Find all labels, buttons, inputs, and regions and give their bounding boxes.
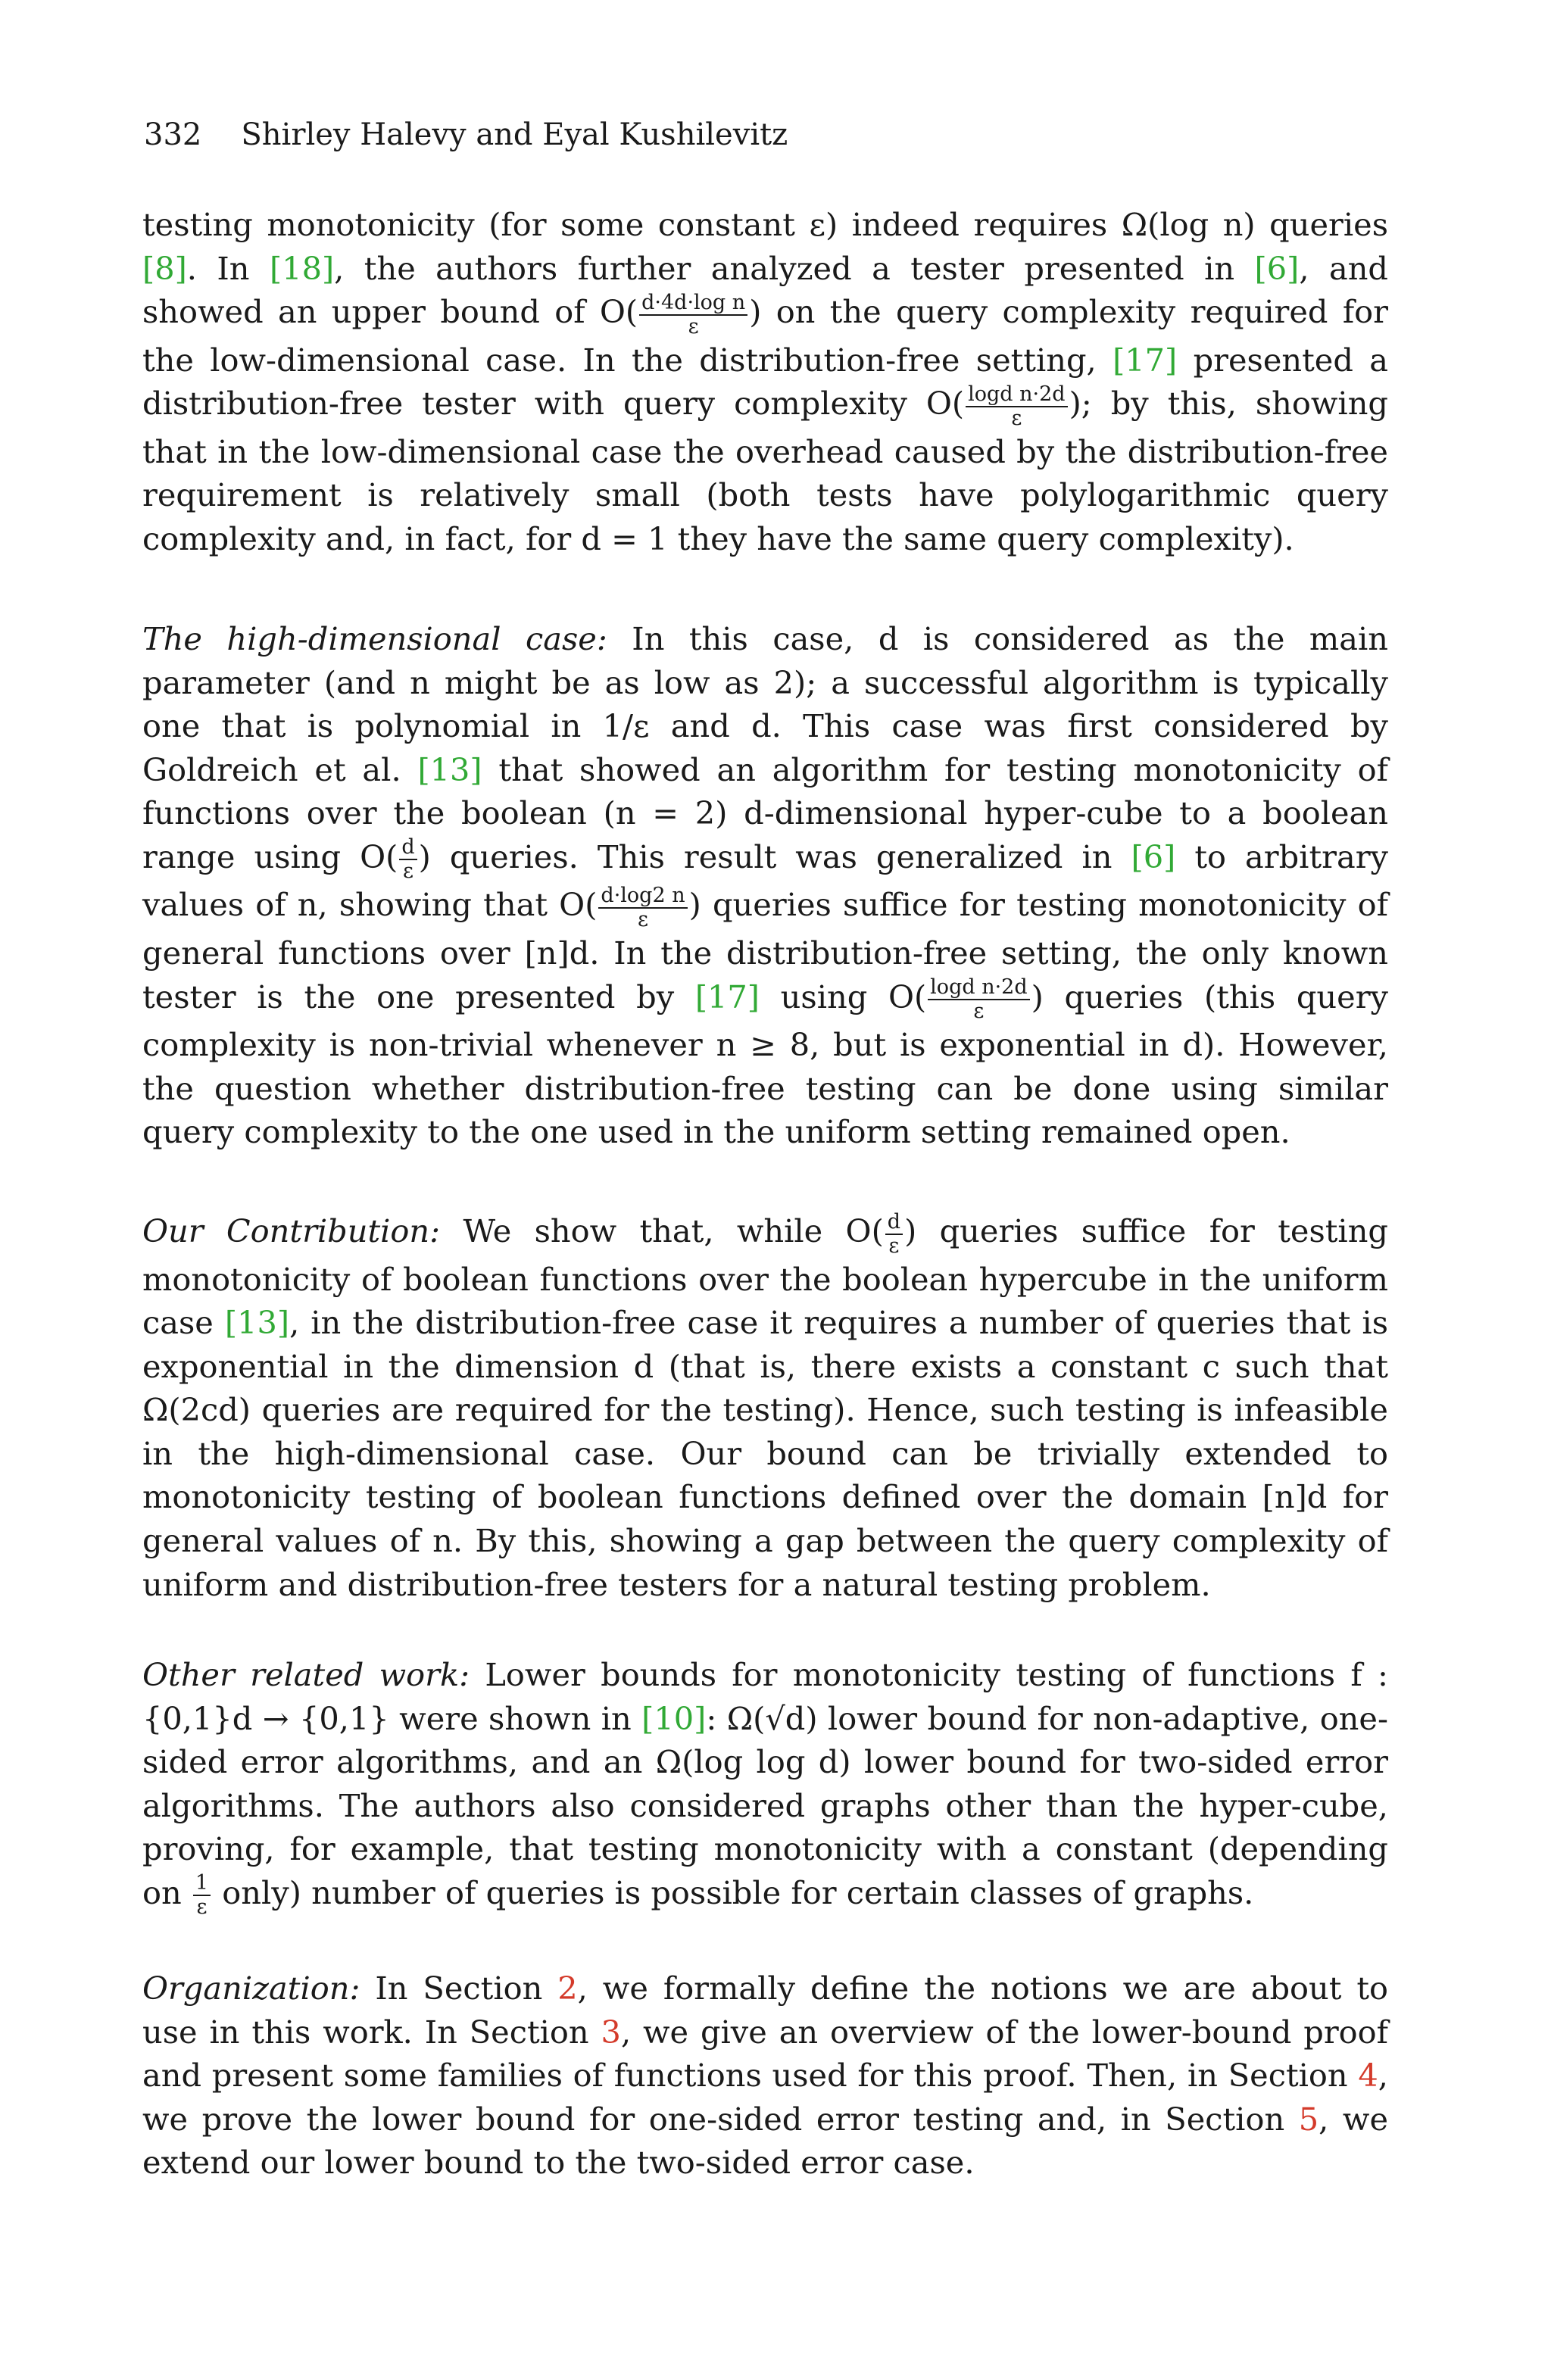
section-link[interactable]: 2	[557, 1970, 578, 2007]
paragraph-low-dimensional-continuation	[142, 203, 1388, 561]
fraction-denominator: ε	[1011, 406, 1022, 430]
fraction-numerator: 1	[193, 1872, 211, 1896]
text-run: ); by this, showing that in the low-dimensional case the overhead caused by the distribution-free requirement is relatively small (both tests have polylogarithmic query complexity and, in fact, for d = 1 they have the same query complexity).	[142, 385, 1388, 557]
fraction-denominator: ε	[402, 859, 413, 884]
paragraph-our-contribution	[142, 1209, 1388, 1606]
fraction-denominator: ε	[888, 1234, 900, 1258]
running-head-authors: Shirley Halevy and Eyal Kushilevitz	[241, 117, 788, 152]
run-in-heading: The high-dimensional case:	[142, 620, 607, 657]
text-run: In Section	[360, 1970, 558, 2007]
fraction	[966, 383, 1067, 430]
text-run: ) queries suffice for testing monotonicity of general functions over [n]d. In the distribution-free setting, the only known tester is the one presented by	[142, 886, 1389, 1015]
citation-link[interactable]: [10]	[641, 1699, 707, 1737]
section-link[interactable]: 3	[601, 2013, 621, 2051]
fraction-numerator: d	[885, 1211, 903, 1235]
page-number: 332	[144, 117, 202, 152]
fraction	[928, 976, 1029, 1023]
citation-link[interactable]: [6]	[1131, 838, 1176, 875]
citation-link[interactable]: [17]	[694, 978, 760, 1015]
fraction	[193, 1872, 211, 1919]
fraction-numerator: d·4d·log n	[639, 292, 747, 316]
text-run: , and showed an upper bound of O(	[142, 249, 1388, 331]
paragraph-high-dimensional-case	[142, 617, 1388, 1154]
citation-link[interactable]: [17]	[1113, 341, 1178, 379]
run-in-heading: Our Contribution:	[142, 1212, 441, 1249]
text-run: . In	[186, 249, 270, 287]
citation-link[interactable]: [18]	[269, 249, 335, 287]
fraction-numerator: logd n·2d	[966, 383, 1067, 407]
text-run: , the authors further analyzed a tester presented in	[334, 249, 1255, 287]
fraction-denominator: ε	[638, 907, 648, 931]
text-run: We show that, while O(	[440, 1212, 884, 1249]
fraction-numerator: d·log2 n	[598, 884, 687, 909]
text-run: that showed an algorithm for testing monotonicity of functions over the boolean (n = 2) d-dimensional hyper-cube to a boolean range using O(	[142, 750, 1388, 875]
citation-link[interactable]: [6]	[1254, 249, 1300, 287]
citation-link[interactable]: [13]	[417, 750, 482, 788]
run-in-heading: Other related work:	[142, 1656, 470, 1693]
text-run: , in the distribution-free case it requires a number of queries that is exponential in the dimension d (that is, there exists a constant c such that Ω(2cd) queries are required for the testing). Hence, such testing is infeasible in the high-dimensional case. Our bound can be trivially extended to monotonicity testing of boolean functions defined over the domain [n]d for general values of n. By this, showing a gap between the query complexity of uniform and distribution-free testers for a natural testing problem.	[142, 1304, 1388, 1603]
fraction-numerator: d	[399, 836, 417, 860]
text-run: to arbitrary values of n, showing that O(	[142, 838, 1388, 924]
paragraph-organization	[142, 1967, 1388, 2185]
text-run: ) queries (this query complexity is non-trivial whenever n ≥ 8, but is exponential in d). However, the question whether distribution-free testing can be done using similar query complexity to the one used in the uniform setting remained open.	[142, 978, 1388, 1151]
text-run: , we give an overview of the lower-bound proof and present some families of functions used for this proof. Then, in Section	[142, 2013, 1388, 2095]
text-run: , we prove the lower bound for one-sided error testing and, in Section	[142, 2057, 1388, 2138]
running-header	[144, 114, 788, 156]
text-run: , we extend our lower bound to the two-sided error case.	[142, 2100, 1389, 2182]
text-run: presented a distribution-free tester with query complexity O(	[142, 341, 1388, 423]
fraction-denominator: ε	[973, 1000, 985, 1024]
text-run: , we formally define the notions we are about to use in this work. In Section	[142, 1970, 1388, 2051]
fraction-denominator: ε	[688, 314, 699, 338]
paragraph-other-related-work	[142, 1653, 1388, 1919]
fraction	[639, 292, 747, 338]
text-run: Lower bounds for monotonicity testing of functions f : {0,1}d → {0,1} were shown in	[142, 1656, 1388, 1737]
text-run: ) queries suffice for testing monotonicity of boolean functions over the boolean hypercube in the uniform case	[142, 1212, 1388, 1342]
text-run: In this case, d is considered as the main parameter (and n might be as low as 2); a successful algorithm is typically one that is polynomial in 1/ε and d. This case was first considered by Goldreich et al.	[142, 620, 1389, 788]
text-run: testing monotonicity (for some constant ε) indeed requires Ω(log n) queries	[142, 206, 1388, 243]
text-run: ) on the query complexity required for the low-dimensional case. In the distribution-free setting,	[142, 293, 1388, 379]
text-run: : Ω(√d) lower bound for non-adaptive, one-sided error algorithms, and an Ω(log log d) lower bound for two-sided error algorithms. The authors also considered graphs other than the hyper-cube, proving, for example, that testing monotonicity with a constant (depending on	[142, 1699, 1388, 1911]
run-in-heading: Organization:	[142, 1970, 360, 2007]
fraction	[598, 884, 687, 931]
citation-link[interactable]: [13]	[224, 1304, 290, 1342]
section-link[interactable]: 5	[1298, 2100, 1319, 2138]
text-run: using O(	[760, 978, 927, 1015]
fraction	[399, 836, 417, 883]
fraction-denominator: ε	[196, 1895, 208, 1920]
citation-link[interactable]: [8]	[142, 249, 187, 287]
fraction-numerator: logd n·2d	[928, 976, 1029, 1000]
text-run: only) number of queries is possible for certain classes of graphs.	[212, 1873, 1254, 1911]
section-link[interactable]: 4	[1358, 2057, 1378, 2095]
fraction	[885, 1211, 903, 1258]
text-run: ) queries. This result was generalized in	[418, 838, 1131, 875]
